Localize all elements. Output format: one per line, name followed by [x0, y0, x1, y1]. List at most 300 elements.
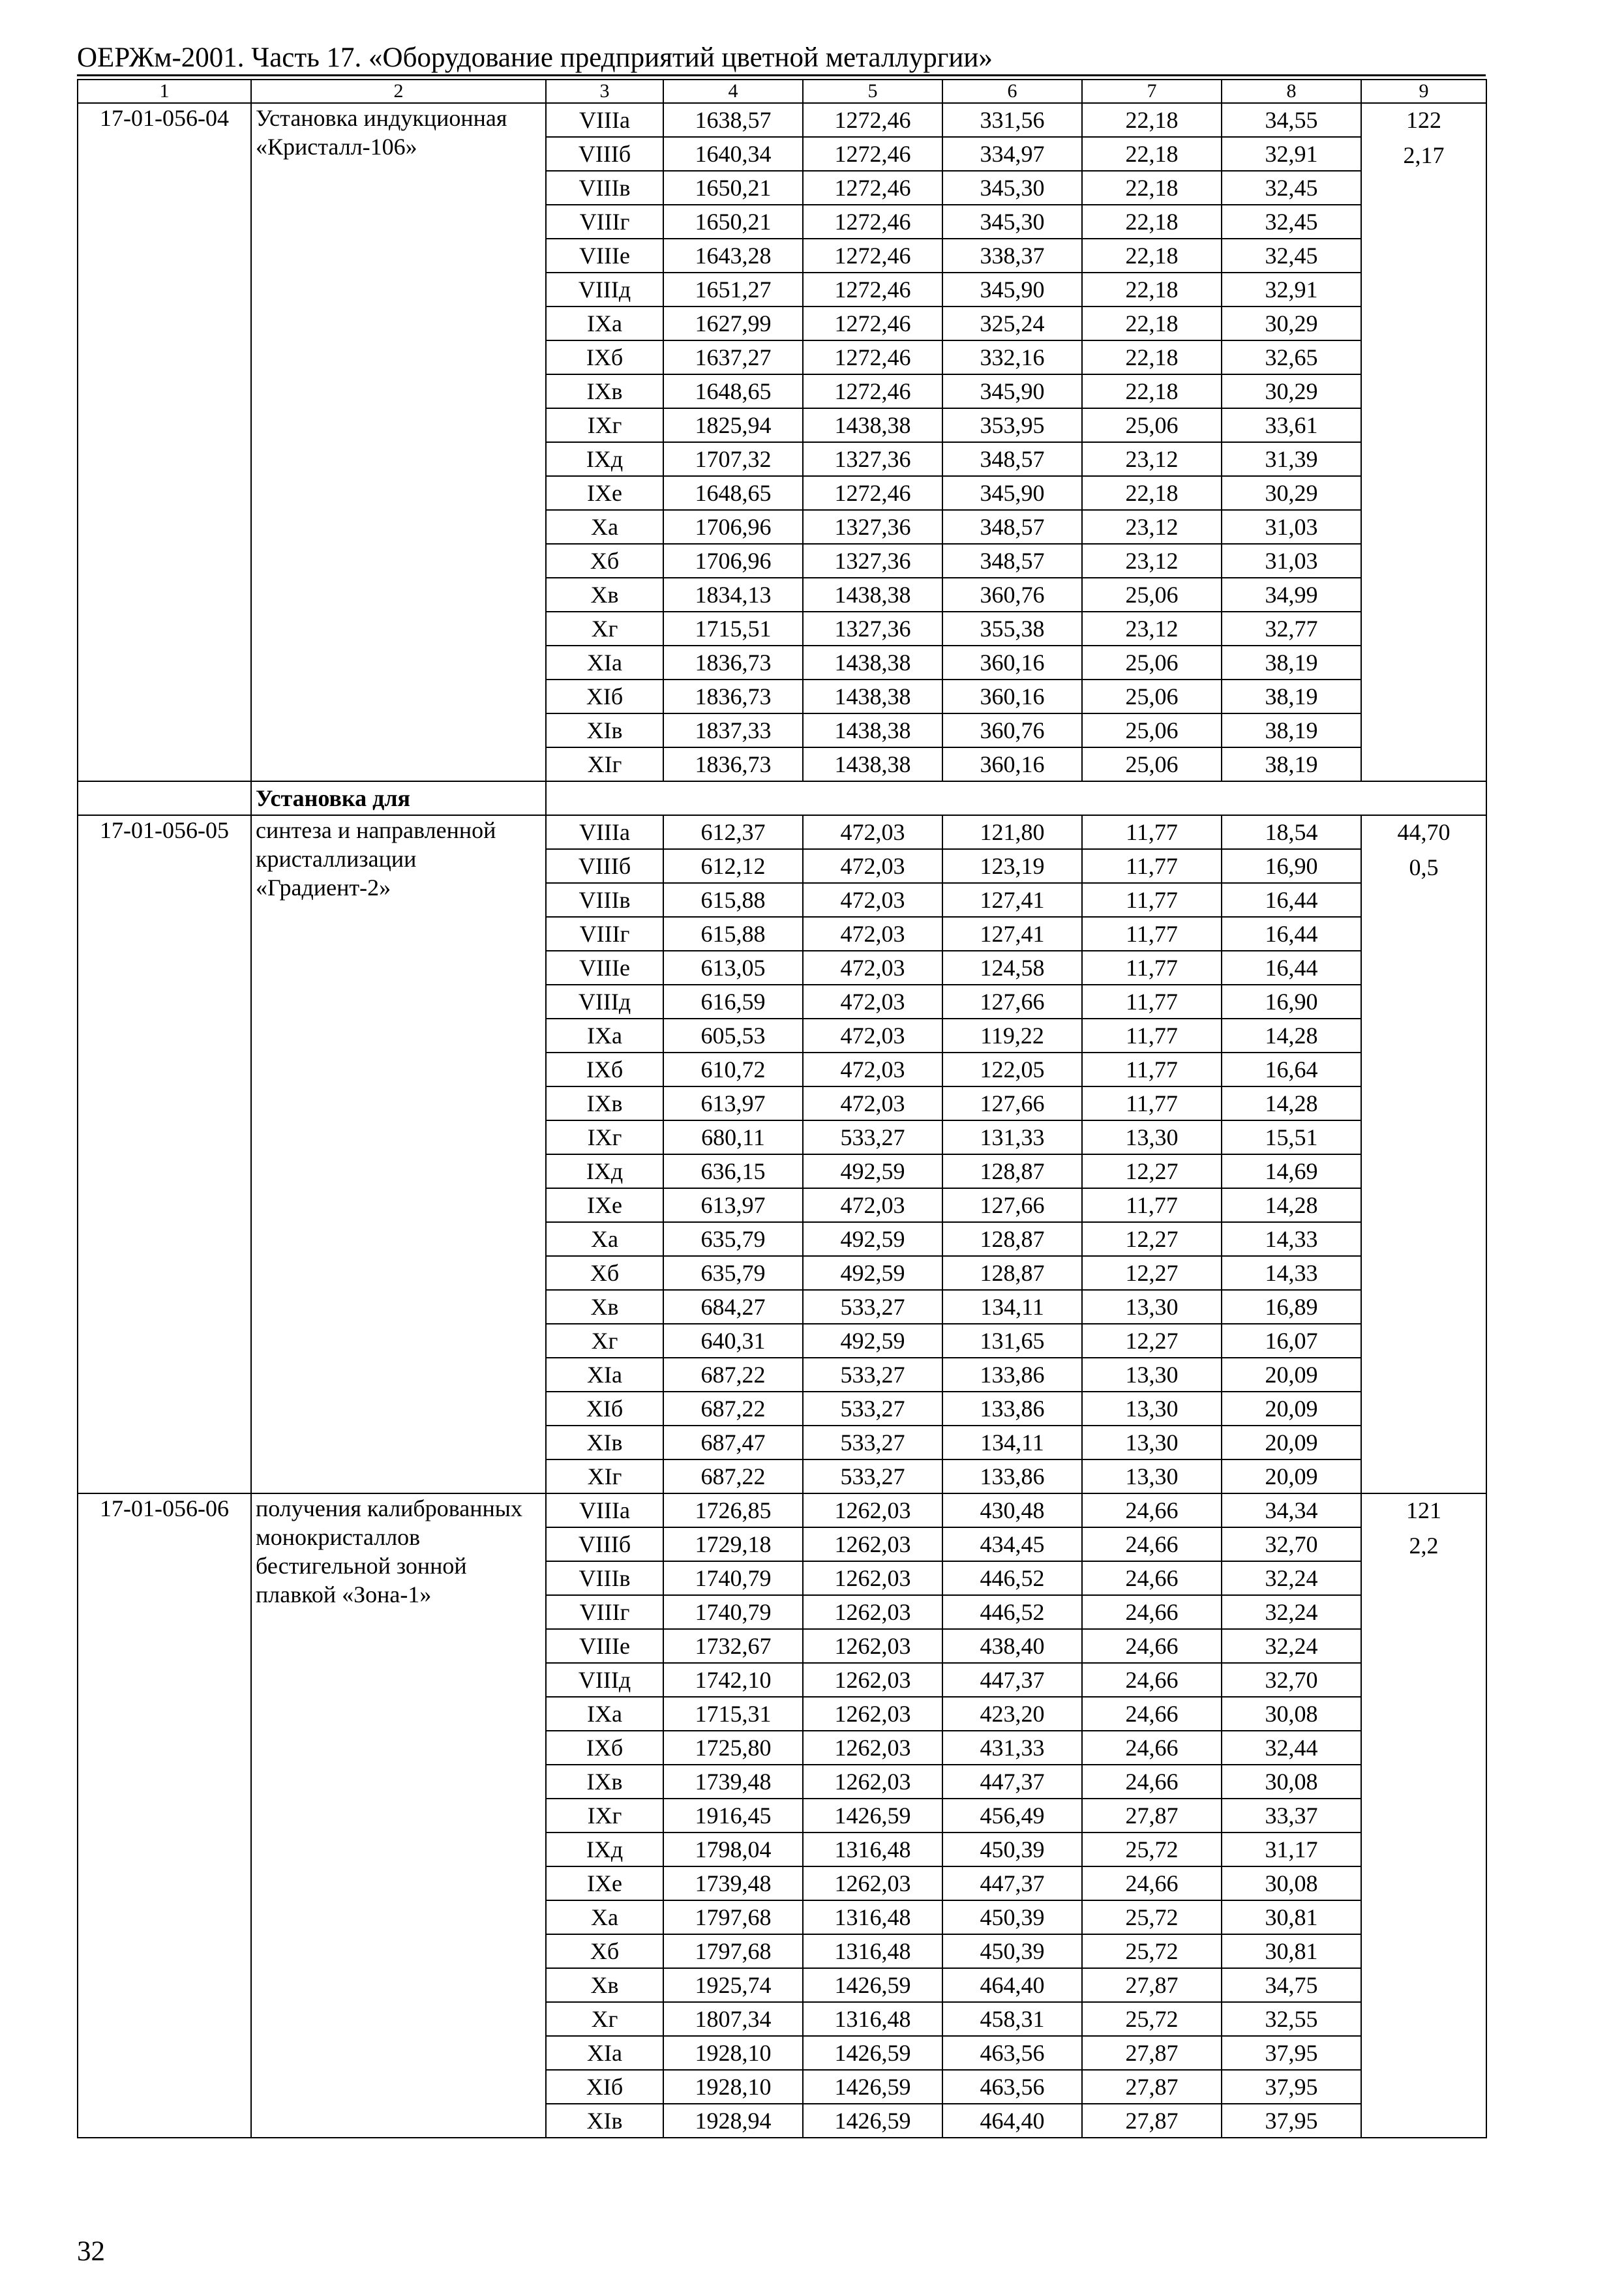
rate-value: 1925,74 — [663, 1968, 803, 2002]
rate-value: 12,27 — [1082, 1222, 1222, 1256]
section-code-cell — [78, 781, 251, 815]
region-zone: XIв — [546, 713, 663, 747]
rate-value: 32,45 — [1222, 205, 1361, 239]
rate-value: 23,12 — [1082, 612, 1222, 646]
rate-value: 1272,46 — [803, 171, 942, 205]
rate-value: 32,44 — [1222, 1731, 1361, 1765]
page-number: 32 — [77, 2236, 105, 2267]
rate-value: 33,61 — [1222, 408, 1361, 442]
region-zone: VIIIa — [546, 103, 663, 137]
region-zone: VIIIд — [546, 1663, 663, 1697]
rate-value: 119,22 — [942, 1019, 1082, 1053]
rate-value: 338,37 — [942, 239, 1082, 273]
rate-value: 635,79 — [663, 1222, 803, 1256]
rate-value: 16,44 — [1222, 883, 1361, 917]
rate-value: 34,75 — [1222, 1968, 1361, 2002]
rate-value: 1262,03 — [803, 1697, 942, 1731]
rate-value: 38,19 — [1222, 680, 1361, 713]
rate-value: 1797,68 — [663, 1900, 803, 1934]
region-zone: IXв — [546, 1765, 663, 1799]
rate-value: 32,65 — [1222, 340, 1361, 374]
rate-value: 25,06 — [1082, 578, 1222, 612]
column-number: 1 — [78, 80, 251, 103]
rate-value: 1262,03 — [803, 1527, 942, 1561]
rate-value: 1272,46 — [803, 476, 942, 510]
rate-value: 24,66 — [1082, 1765, 1222, 1799]
rate-value: 1837,33 — [663, 713, 803, 747]
rate-value: 14,28 — [1222, 1086, 1361, 1120]
section-blank — [546, 781, 1486, 815]
rate-value: 360,76 — [942, 713, 1082, 747]
rate-value: 447,37 — [942, 1765, 1082, 1799]
rate-value: 30,08 — [1222, 1697, 1361, 1731]
region-zone: XIв — [546, 2104, 663, 2138]
rate-value: 1928,10 — [663, 2070, 803, 2104]
rate-value: 23,12 — [1082, 544, 1222, 578]
rate-value: 1797,68 — [663, 1934, 803, 1968]
rate-value: 1706,96 — [663, 510, 803, 544]
rate-value: 15,51 — [1222, 1120, 1361, 1154]
rate-value: 32,91 — [1222, 137, 1361, 171]
column-number: 4 — [663, 80, 803, 103]
rate-value: 1715,51 — [663, 612, 803, 646]
rate-value: 30,29 — [1222, 307, 1361, 340]
region-zone: VIIIд — [546, 273, 663, 307]
rate-value: 32,55 — [1222, 2002, 1361, 2036]
rate-value: 1650,21 — [663, 171, 803, 205]
rate-value: 360,16 — [942, 646, 1082, 680]
rate-value: 32,91 — [1222, 273, 1361, 307]
rate-value: 613,97 — [663, 1086, 803, 1120]
rate-value: 1272,46 — [803, 374, 942, 408]
rate-value: 32,70 — [1222, 1663, 1361, 1697]
rate-value: 1327,36 — [803, 544, 942, 578]
item-code: 17-01-056-05 — [78, 815, 251, 1493]
rate-value: 446,52 — [942, 1561, 1082, 1595]
rate-value: 463,56 — [942, 2036, 1082, 2070]
rate-value: 605,53 — [663, 1019, 803, 1053]
rate-value: 472,03 — [803, 951, 942, 985]
column-number: 8 — [1222, 80, 1361, 103]
rate-value: 1825,94 — [663, 408, 803, 442]
region-zone: XIa — [546, 1358, 663, 1392]
rate-value: 13,30 — [1082, 1392, 1222, 1426]
region-zone: XIб — [546, 2070, 663, 2104]
rate-value: 1725,80 — [663, 1731, 803, 1765]
rate-value: 1426,59 — [803, 1799, 942, 1833]
rate-value: 430,48 — [942, 1493, 1082, 1527]
page-header: ОЕРЖм-2001. Часть 17. «Оборудование предприятий цветной металлургии» — [77, 42, 993, 73]
rate-value: 438,40 — [942, 1629, 1082, 1663]
rate-value: 30,81 — [1222, 1900, 1361, 1934]
rate-value: 38,19 — [1222, 646, 1361, 680]
rate-value: 13,30 — [1082, 1426, 1222, 1459]
rate-value: 1798,04 — [663, 1833, 803, 1866]
region-zone: VIIIе — [546, 239, 663, 273]
rate-value: 22,18 — [1082, 205, 1222, 239]
rate-value: 12,27 — [1082, 1256, 1222, 1290]
rate-value: 533,27 — [803, 1459, 942, 1493]
rate-value: 32,70 — [1222, 1527, 1361, 1561]
rate-value: 16,89 — [1222, 1290, 1361, 1324]
rate-value: 612,12 — [663, 849, 803, 883]
rate-value: 24,66 — [1082, 1866, 1222, 1900]
region-zone: Xб — [546, 1934, 663, 1968]
rate-value: 25,72 — [1082, 2002, 1222, 2036]
rate-value: 1637,27 — [663, 340, 803, 374]
rate-value: 13,30 — [1082, 1459, 1222, 1493]
rate-value: 1262,03 — [803, 1493, 942, 1527]
rate-value: 27,87 — [1082, 2070, 1222, 2104]
rate-value: 472,03 — [803, 1053, 942, 1086]
column-number-row — [78, 80, 1486, 103]
rate-value: 533,27 — [803, 1426, 942, 1459]
rate-value: 1740,79 — [663, 1561, 803, 1595]
rate-value: 348,57 — [942, 510, 1082, 544]
rate-value: 127,41 — [942, 917, 1082, 951]
rate-value: 133,86 — [942, 1392, 1082, 1426]
rate-value: 458,31 — [942, 2002, 1082, 2036]
rate-value: 11,77 — [1082, 849, 1222, 883]
rate-value: 1262,03 — [803, 1866, 942, 1900]
rate-value: 25,06 — [1082, 646, 1222, 680]
region-zone: VIIIв — [546, 171, 663, 205]
rate-value: 1316,48 — [803, 2002, 942, 2036]
region-zone: XIг — [546, 1459, 663, 1493]
rate-value: 1272,46 — [803, 273, 942, 307]
rate-value: 1327,36 — [803, 510, 942, 544]
rate-value: 1262,03 — [803, 1731, 942, 1765]
region-zone: Xб — [546, 1256, 663, 1290]
region-zone: IXе — [546, 476, 663, 510]
rate-value: 1272,46 — [803, 239, 942, 273]
rate-value: 13,30 — [1082, 1290, 1222, 1324]
rate-value: 127,41 — [942, 883, 1082, 917]
rate-value: 22,18 — [1082, 171, 1222, 205]
rate-value: 687,22 — [663, 1392, 803, 1426]
region-zone: VIIIб — [546, 1527, 663, 1561]
rate-value: 11,77 — [1082, 1053, 1222, 1086]
rate-value: 533,27 — [803, 1392, 942, 1426]
rate-value: 1648,65 — [663, 476, 803, 510]
rate-value: 25,72 — [1082, 1934, 1222, 1968]
rate-value: 353,95 — [942, 408, 1082, 442]
header-rule — [77, 74, 1486, 76]
rate-value: 30,29 — [1222, 476, 1361, 510]
rate-value: 1262,03 — [803, 1629, 942, 1663]
rate-value: 24,66 — [1082, 1527, 1222, 1561]
region-zone: VIIIд — [546, 985, 663, 1019]
table-row — [78, 815, 1486, 849]
rate-value: 20,09 — [1222, 1392, 1361, 1426]
rate-value: 1648,65 — [663, 374, 803, 408]
rate-value: 133,86 — [942, 1459, 1082, 1493]
rate-value: 610,72 — [663, 1053, 803, 1086]
region-zone: Xг — [546, 2002, 663, 2036]
rate-value: 492,59 — [803, 1324, 942, 1358]
rate-value: 533,27 — [803, 1358, 942, 1392]
rate-value: 450,39 — [942, 1900, 1082, 1934]
column-number: 3 — [546, 80, 663, 103]
region-zone: VIIIб — [546, 849, 663, 883]
rate-value: 1740,79 — [663, 1595, 803, 1629]
region-zone: IXв — [546, 374, 663, 408]
rate-value: 12,27 — [1082, 1324, 1222, 1358]
rate-value: 16,44 — [1222, 951, 1361, 985]
column-number: 6 — [942, 80, 1082, 103]
rate-value: 1262,03 — [803, 1663, 942, 1697]
rate-value: 121,80 — [942, 815, 1082, 849]
rate-value: 472,03 — [803, 985, 942, 1019]
rate-value: 680,11 — [663, 1120, 803, 1154]
region-zone: VIIIa — [546, 815, 663, 849]
rate-value: 22,18 — [1082, 307, 1222, 340]
rate-value: 30,81 — [1222, 1934, 1361, 1968]
table-row — [78, 1493, 1486, 1527]
rate-value: 30,08 — [1222, 1765, 1361, 1799]
item-name: получения калиброванных монокристаллов бестигельной зонной плавкой «Зона-1» — [251, 1493, 546, 2138]
item-name: синтеза и направленной кристаллизации «Градиент-2» — [251, 815, 546, 1493]
rate-value: 25,72 — [1082, 1833, 1222, 1866]
rate-value: 1327,36 — [803, 442, 942, 476]
rate-value: 1316,48 — [803, 1833, 942, 1866]
rate-value: 25,06 — [1082, 713, 1222, 747]
region-zone: XIб — [546, 1392, 663, 1426]
rate-value: 11,77 — [1082, 1086, 1222, 1120]
rate-value: 1650,21 — [663, 205, 803, 239]
rate-value: 456,49 — [942, 1799, 1082, 1833]
region-zone: VIIIв — [546, 883, 663, 917]
rate-value: 360,16 — [942, 680, 1082, 713]
rate-value: 22,18 — [1082, 374, 1222, 408]
rate-value: 32,77 — [1222, 612, 1361, 646]
item-code: 17-01-056-04 — [78, 103, 251, 781]
table-body — [78, 80, 1486, 2138]
rate-value: 24,66 — [1082, 1561, 1222, 1595]
rate-value: 1638,57 — [663, 103, 803, 137]
column-9-value: 2,17 — [1403, 142, 1445, 168]
rate-value: 1715,31 — [663, 1697, 803, 1731]
rate-value: 1262,03 — [803, 1595, 942, 1629]
rate-value: 360,76 — [942, 578, 1082, 612]
region-zone: Xa — [546, 1900, 663, 1934]
rate-value: 423,20 — [942, 1697, 1082, 1731]
rate-value: 31,03 — [1222, 544, 1361, 578]
rate-value: 20,09 — [1222, 1459, 1361, 1493]
column-number: 5 — [803, 80, 942, 103]
rate-value: 31,03 — [1222, 510, 1361, 544]
rate-value: 472,03 — [803, 1019, 942, 1053]
rate-value: 16,90 — [1222, 985, 1361, 1019]
rate-value: 1316,48 — [803, 1934, 942, 1968]
rate-value: 447,37 — [942, 1663, 1082, 1697]
rate-value: 11,77 — [1082, 883, 1222, 917]
rate-value: 492,59 — [803, 1154, 942, 1188]
rate-value: 687,22 — [663, 1358, 803, 1392]
rate-value: 11,77 — [1082, 1019, 1222, 1053]
rate-value: 1262,03 — [803, 1765, 942, 1799]
rate-value: 34,55 — [1222, 103, 1361, 137]
column-number: 7 — [1082, 80, 1222, 103]
rate-value: 1426,59 — [803, 2070, 942, 2104]
rate-value: 1272,46 — [803, 340, 942, 374]
rate-value: 334,97 — [942, 137, 1082, 171]
rate-value: 1438,38 — [803, 578, 942, 612]
region-zone: IXд — [546, 442, 663, 476]
section-title: Установка для — [251, 781, 546, 815]
region-zone: Xв — [546, 1968, 663, 2002]
rate-value: 325,24 — [942, 307, 1082, 340]
rate-value: 24,66 — [1082, 1629, 1222, 1663]
region-zone: XIв — [546, 1426, 663, 1459]
column-9-value: 122 — [1406, 107, 1441, 133]
region-zone: IXб — [546, 1053, 663, 1086]
region-zone: VIIIе — [546, 1629, 663, 1663]
rate-value: 687,22 — [663, 1459, 803, 1493]
rate-value: 1651,27 — [663, 273, 803, 307]
rate-value: 1272,46 — [803, 137, 942, 171]
rate-value: 355,38 — [942, 612, 1082, 646]
region-zone: VIIIв — [546, 1561, 663, 1595]
rate-value: 345,90 — [942, 374, 1082, 408]
region-zone: VIIIг — [546, 1595, 663, 1629]
rate-value: 345,30 — [942, 171, 1082, 205]
rate-value: 31,39 — [1222, 442, 1361, 476]
rate-value: 613,05 — [663, 951, 803, 985]
rate-value: 22,18 — [1082, 340, 1222, 374]
region-zone: IXб — [546, 1731, 663, 1765]
rate-value: 24,66 — [1082, 1663, 1222, 1697]
rate-value: 345,90 — [942, 273, 1082, 307]
rate-value: 123,19 — [942, 849, 1082, 883]
rate-value: 472,03 — [803, 1086, 942, 1120]
rate-value: 24,66 — [1082, 1731, 1222, 1765]
rate-value: 38,19 — [1222, 713, 1361, 747]
rate-value: 32,45 — [1222, 239, 1361, 273]
rate-value: 11,77 — [1082, 951, 1222, 985]
rate-value: 23,12 — [1082, 442, 1222, 476]
rate-value: 22,18 — [1082, 103, 1222, 137]
region-zone: XIг — [546, 747, 663, 781]
region-zone: Xг — [546, 1324, 663, 1358]
rate-value: 1834,13 — [663, 578, 803, 612]
rate-value: 1327,36 — [803, 612, 942, 646]
rate-value: 1438,38 — [803, 747, 942, 781]
rate-value: 360,16 — [942, 747, 1082, 781]
rate-value: 27,87 — [1082, 2104, 1222, 2138]
rate-value: 12,27 — [1082, 1154, 1222, 1188]
rate-value: 450,39 — [942, 1934, 1082, 1968]
rate-value: 128,87 — [942, 1256, 1082, 1290]
rate-value: 612,37 — [663, 815, 803, 849]
rate-value: 16,90 — [1222, 849, 1361, 883]
region-zone: VIIIa — [546, 1493, 663, 1527]
rate-value: 32,24 — [1222, 1595, 1361, 1629]
rate-value: 27,87 — [1082, 2036, 1222, 2070]
rate-value: 1739,48 — [663, 1866, 803, 1900]
rate-value: 431,33 — [942, 1731, 1082, 1765]
rate-value: 128,87 — [942, 1222, 1082, 1256]
rate-value: 1706,96 — [663, 544, 803, 578]
rate-value: 11,77 — [1082, 815, 1222, 849]
column-9-value: 121 — [1406, 1497, 1441, 1523]
rate-value: 124,58 — [942, 951, 1082, 985]
rate-value: 1426,59 — [803, 2036, 942, 2070]
rate-value: 434,45 — [942, 1527, 1082, 1561]
rate-value: 30,29 — [1222, 374, 1361, 408]
rate-value: 37,95 — [1222, 2104, 1361, 2138]
rate-value: 20,09 — [1222, 1358, 1361, 1392]
rate-value: 1272,46 — [803, 103, 942, 137]
rate-value: 133,86 — [942, 1358, 1082, 1392]
rate-value: 687,47 — [663, 1426, 803, 1459]
rate-value: 31,17 — [1222, 1833, 1361, 1866]
section-heading-row — [78, 781, 1486, 815]
region-zone: IXв — [546, 1086, 663, 1120]
region-zone: Xa — [546, 1222, 663, 1256]
rate-value: 128,87 — [942, 1154, 1082, 1188]
region-zone: IXд — [546, 1154, 663, 1188]
region-zone: Xв — [546, 578, 663, 612]
rate-value: 463,56 — [942, 2070, 1082, 2104]
rate-value: 23,12 — [1082, 510, 1222, 544]
region-zone: VIIIг — [546, 917, 663, 951]
rate-value: 1916,45 — [663, 1799, 803, 1833]
rate-value: 1928,10 — [663, 2036, 803, 2070]
rate-value: 25,06 — [1082, 747, 1222, 781]
rate-value: 14,69 — [1222, 1154, 1361, 1188]
rate-value: 122,05 — [942, 1053, 1082, 1086]
region-zone: IXг — [546, 1799, 663, 1833]
rate-value: 492,59 — [803, 1256, 942, 1290]
rate-value: 640,31 — [663, 1324, 803, 1358]
rate-value: 1643,28 — [663, 239, 803, 273]
column-9-value: 44,70 — [1397, 819, 1451, 845]
rate-value: 1742,10 — [663, 1663, 803, 1697]
rate-value: 14,28 — [1222, 1019, 1361, 1053]
rate-value: 32,45 — [1222, 171, 1361, 205]
rate-value: 1836,73 — [663, 747, 803, 781]
rate-value: 20,09 — [1222, 1426, 1361, 1459]
column-9-values — [1361, 1493, 1486, 2138]
rate-value: 447,37 — [942, 1866, 1082, 1900]
rate-value: 1807,34 — [663, 2002, 803, 2036]
rate-value: 127,66 — [942, 1086, 1082, 1120]
rate-value: 22,18 — [1082, 273, 1222, 307]
rate-value: 24,66 — [1082, 1493, 1222, 1527]
rate-value: 348,57 — [942, 544, 1082, 578]
region-zone: IXa — [546, 307, 663, 340]
rate-value: 30,08 — [1222, 1866, 1361, 1900]
region-zone: VIIIг — [546, 205, 663, 239]
rate-value: 1729,18 — [663, 1527, 803, 1561]
region-zone: IXa — [546, 1697, 663, 1731]
rate-value: 11,77 — [1082, 917, 1222, 951]
rate-value: 635,79 — [663, 1256, 803, 1290]
column-9-value: 0,5 — [1409, 854, 1439, 880]
rates-table — [77, 79, 1487, 2138]
rate-value: 14,28 — [1222, 1188, 1361, 1222]
rate-value: 472,03 — [803, 917, 942, 951]
rate-value: 464,40 — [942, 2104, 1082, 2138]
rate-value: 11,77 — [1082, 985, 1222, 1019]
rate-value: 127,66 — [942, 985, 1082, 1019]
item-name: Установка индукционная «Кристалл-106» — [251, 103, 546, 781]
region-zone: IXг — [546, 408, 663, 442]
rate-value: 331,56 — [942, 103, 1082, 137]
rate-value: 1438,38 — [803, 680, 942, 713]
rate-value: 14,33 — [1222, 1256, 1361, 1290]
